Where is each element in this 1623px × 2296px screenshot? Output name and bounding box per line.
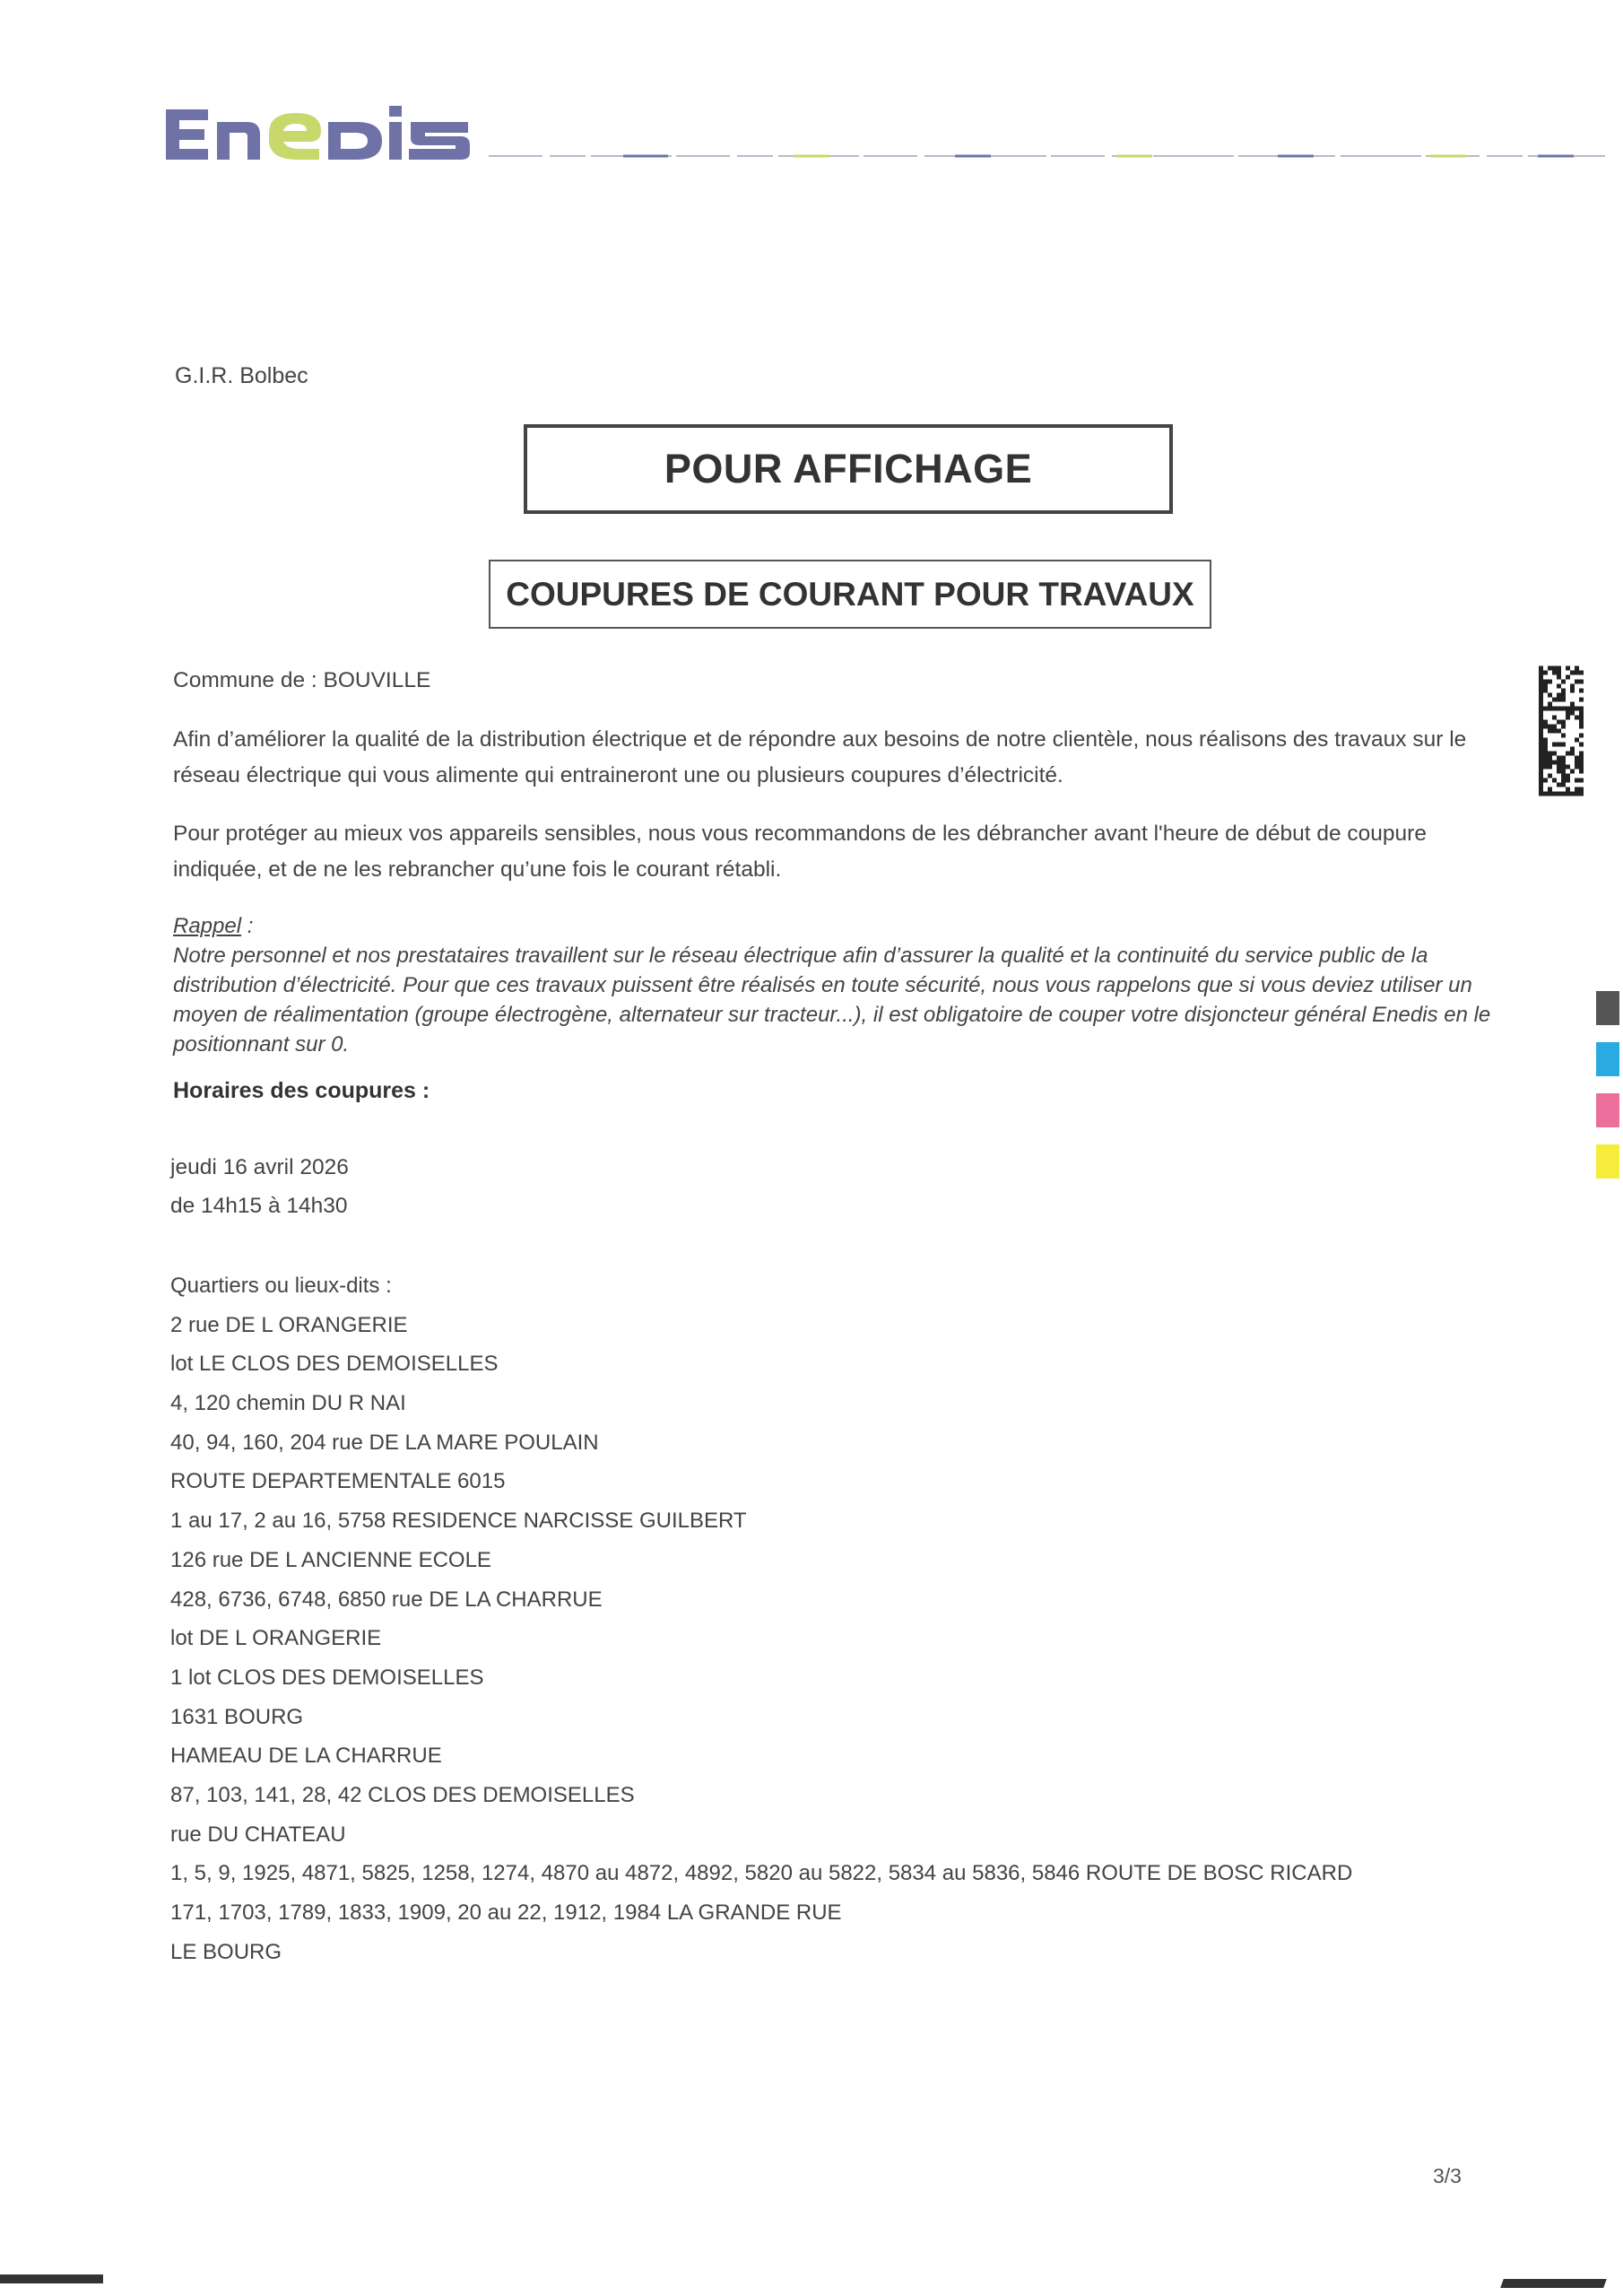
schedule-date: jeudi 16 avril 2026 [170, 1155, 349, 1179]
page-number: 3/3 [1433, 2164, 1462, 2187]
places-heading: Quartiers ou lieux-dits : [170, 1274, 392, 1298]
list-item: 171, 1703, 1789, 1833, 1909, 20 au 22, 1912, 1984 LA GRANDE RUE [170, 1900, 842, 1925]
sender-label: G.I.R. Bolbec [175, 363, 308, 388]
intro-paragraph: Afin d’améliorer la qualité de la distribution électrique et de répondre aux besoins de notre clientèle, nous réalisons des travaux sur le réseau électrique qui vous alimente qui entraineront une ou plusieurs coupures d’électricité. [173, 727, 1467, 787]
scan-mark-left [0, 2274, 103, 2283]
reminder-block [173, 911, 1491, 1059]
print-mark-black [1596, 991, 1619, 1025]
list-item: 4, 120 chemin DU R NAI [170, 1391, 406, 1416]
reminder-text: Notre personnel et nos prestataires travaillent sur le réseau électrique afin d’assurer la qualité et la continuité du service public de la distribution d’électricité. Pour que ces travaux puissent être réalisés en toute sécurité, nous vous rappelons que si vous deviez utiliser un moyen de réalimentation (groupe électrogène, alternateur sur tracteur...), il est obligatoire de couper votre disjoncteur général Enedis en le positionnant sur 0. [173, 944, 1491, 1057]
list-item: 40, 94, 160, 204 rue DE LA MARE POULAIN [170, 1430, 599, 1455]
list-item: HAMEAU DE LA CHARRUE [170, 1744, 442, 1769]
list-item: ROUTE DEPARTEMENTALE 6015 [170, 1469, 506, 1494]
datamatrix-code [1539, 665, 1584, 796]
print-mark-yellow [1596, 1144, 1619, 1178]
places-list [170, 1266, 1352, 1971]
list-item: 428, 6736, 6748, 6850 rue DE LA CHARRUE [170, 1587, 603, 1612]
list-item: 1, 5, 9, 1925, 4871, 5825, 1258, 1274, 4870 au 4872, 4892, 5820 au 5822, 5834 au 5836, 5846 ROUTE DE BOSC RICARD [170, 1861, 1353, 1886]
reminder-label: Rappel [173, 914, 242, 938]
reminder-label-suffix: : [241, 914, 254, 938]
list-item: 2 rue DE L ORANGERIE [170, 1312, 408, 1337]
list-item: 1631 BOURG [170, 1704, 304, 1729]
enedis-logo [161, 100, 475, 169]
list-item: lot LE CLOS DES DEMOISELLES [170, 1352, 499, 1377]
page-title: POUR AFFICHAGE [524, 424, 1173, 514]
commune-label: Commune de : BOUVILLE [173, 668, 431, 692]
list-item: rue DU CHATEAU [170, 1822, 346, 1847]
print-mark-cyan [1596, 1042, 1619, 1076]
schedule-time: de 14h15 à 14h30 [170, 1194, 348, 1218]
list-item: 87, 103, 141, 28, 42 CLOS DES DEMOISELLES [170, 1782, 635, 1807]
list-item: 1 au 17, 2 au 16, 5758 RESIDENCE NARCISSE GUILBERT [170, 1509, 747, 1534]
schedule-heading: Horaires des coupures : [173, 1078, 430, 1103]
advice-paragraph: Pour protéger au mieux vos appareils sensibles, nous vous recommandons de les débrancher avant l'heure de début de coupure indiquée, et de ne les rebrancher qu’une fois le courant rétabli. [173, 822, 1427, 882]
print-mark-magenta [1596, 1093, 1619, 1127]
scan-mark-right [1500, 2279, 1607, 2288]
list-item: LE BOURG [170, 1939, 282, 1964]
page-subtitle: COUPURES DE COURANT POUR TRAVAUX [489, 560, 1211, 629]
list-item: 1 lot CLOS DES DEMOISELLES [170, 1665, 484, 1690]
list-item: 126 rue DE L ANCIENNE ECOLE [170, 1547, 491, 1572]
list-item: lot DE L ORANGERIE [170, 1626, 382, 1651]
header-divider [489, 153, 1605, 159]
